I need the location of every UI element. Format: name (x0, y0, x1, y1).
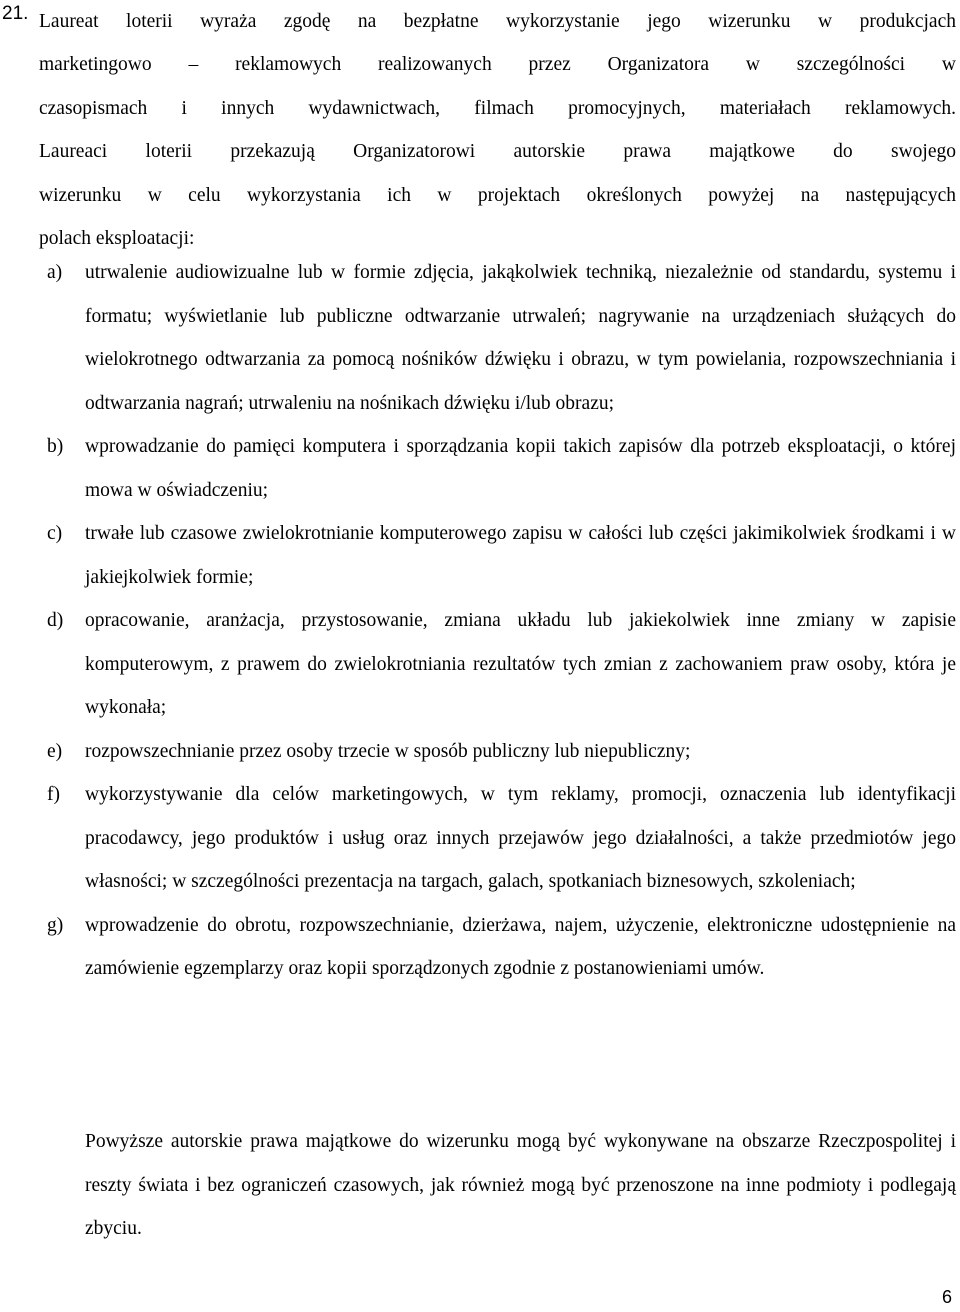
item-number: 21. (2, 3, 29, 24)
list-item-text: trwałe lub czasowe zwielokrotnianie komputerowego zapisu w całości lub części jakimikolwiek środkami i w jakiejkolwiek formie; (85, 523, 956, 588)
list-item-text: wprowadzenie do obrotu, rozpowszechnianie, dzierżawa, najem, użyczenie, elektroniczne udostępnienie na zamówienie egzemplarzy oraz kopii sporządzonych zgodnie z postanowieniami umów. (85, 914, 956, 979)
list-item-letter: b) (47, 436, 64, 457)
list-item-letter: c) (47, 523, 63, 544)
list-item (39, 904, 956, 991)
closing-paragraph: Powyższe autorskie prawa majątkowe do wizerunku mogą być wykonywane na obszarze Rzeczpospolitej i reszty świata i bez ograniczeń czasowych, jak również mogą być przenoszone na inne podmioty i podlegają zbyciu. (85, 1131, 956, 1239)
list-item-text: opracowanie, aranżacja, przystosowanie, zmiana układu lub jakiekolwiek inne zmiany w zapisie komputerowym, z prawem do zwielokrotniania rezultatów tych zmian z zachowaniem praw osoby, która je wykonała; (85, 610, 956, 718)
list-item-letter: d) (47, 610, 64, 631)
intro-line: marketingowo – reklamowych realizowanych przez Organizatora w szczególności w (39, 54, 956, 76)
list-item-text: rozpowszechnianie przez osoby trzecie w sposób publiczny lub niepubliczny; (85, 740, 691, 762)
intro-line: polach eksploatacji: (39, 228, 195, 250)
exploitation-fields-list (39, 251, 956, 991)
list-item (39, 773, 956, 904)
page-number: 6 (941, 1287, 952, 1307)
list-item-letter: g) (47, 914, 64, 936)
list-item (39, 251, 956, 425)
list-item-text: wykorzystywanie dla celów marketingowych, w tym reklamy, promocji, oznaczenia lub identyfikacji pracodawcy, jego produktów i usług oraz innych przejawów jego działalności, a także przedmiotów jego własności; w szczególności prezentacja na targach, galach, spotkaniach biznesowych, szkoleniach; (85, 784, 956, 892)
list-item-letter: f) (47, 784, 60, 805)
list-item (39, 599, 956, 730)
intro-line: wizerunku w celu wykorzystania ich w projektach określonych powyżej na następujących (39, 184, 956, 206)
intro-line: Laureaci loterii przekazują Organizatorowi autorskie prawa majątkowe do swojego (39, 141, 956, 163)
intro-line: Laureat loterii wyraża zgodę na bezpłatne wykorzystanie jego wizerunku w produkcjach (39, 11, 956, 32)
list-item (39, 730, 956, 774)
list-item-letter: e) (47, 740, 63, 762)
intro-line: czasopismach i innych wydawnictwach, filmach promocyjnych, materiałach reklamowych. (39, 97, 956, 119)
list-item-text: wprowadzanie do pamięci komputera i sporządzania kopii takich zapisów dla potrzeb eksploatacji, o której mowa w oświadczeniu; (85, 436, 956, 501)
list-item-text: utrwalenie audiowizualne lub w formie zdjęcia, jakąkolwiek techniką, niezależnie od standardu, systemu i formatu; wyświetlanie lub publiczne odtwarzanie utrwaleń; nagrywanie na urządzeniach służących do wielokrotnego odtwarzania za pomocą nośników dźwięku i obrazu, w tym powielania, rozpowszechniania i odtwarzania nagrań; utrwaleniu na nośnikach dźwięku i/lub obrazu; (85, 262, 956, 414)
list-item (39, 425, 956, 512)
list-item-letter: a) (47, 262, 63, 283)
list-item (39, 512, 956, 599)
intro-paragraph (39, 0, 956, 260)
